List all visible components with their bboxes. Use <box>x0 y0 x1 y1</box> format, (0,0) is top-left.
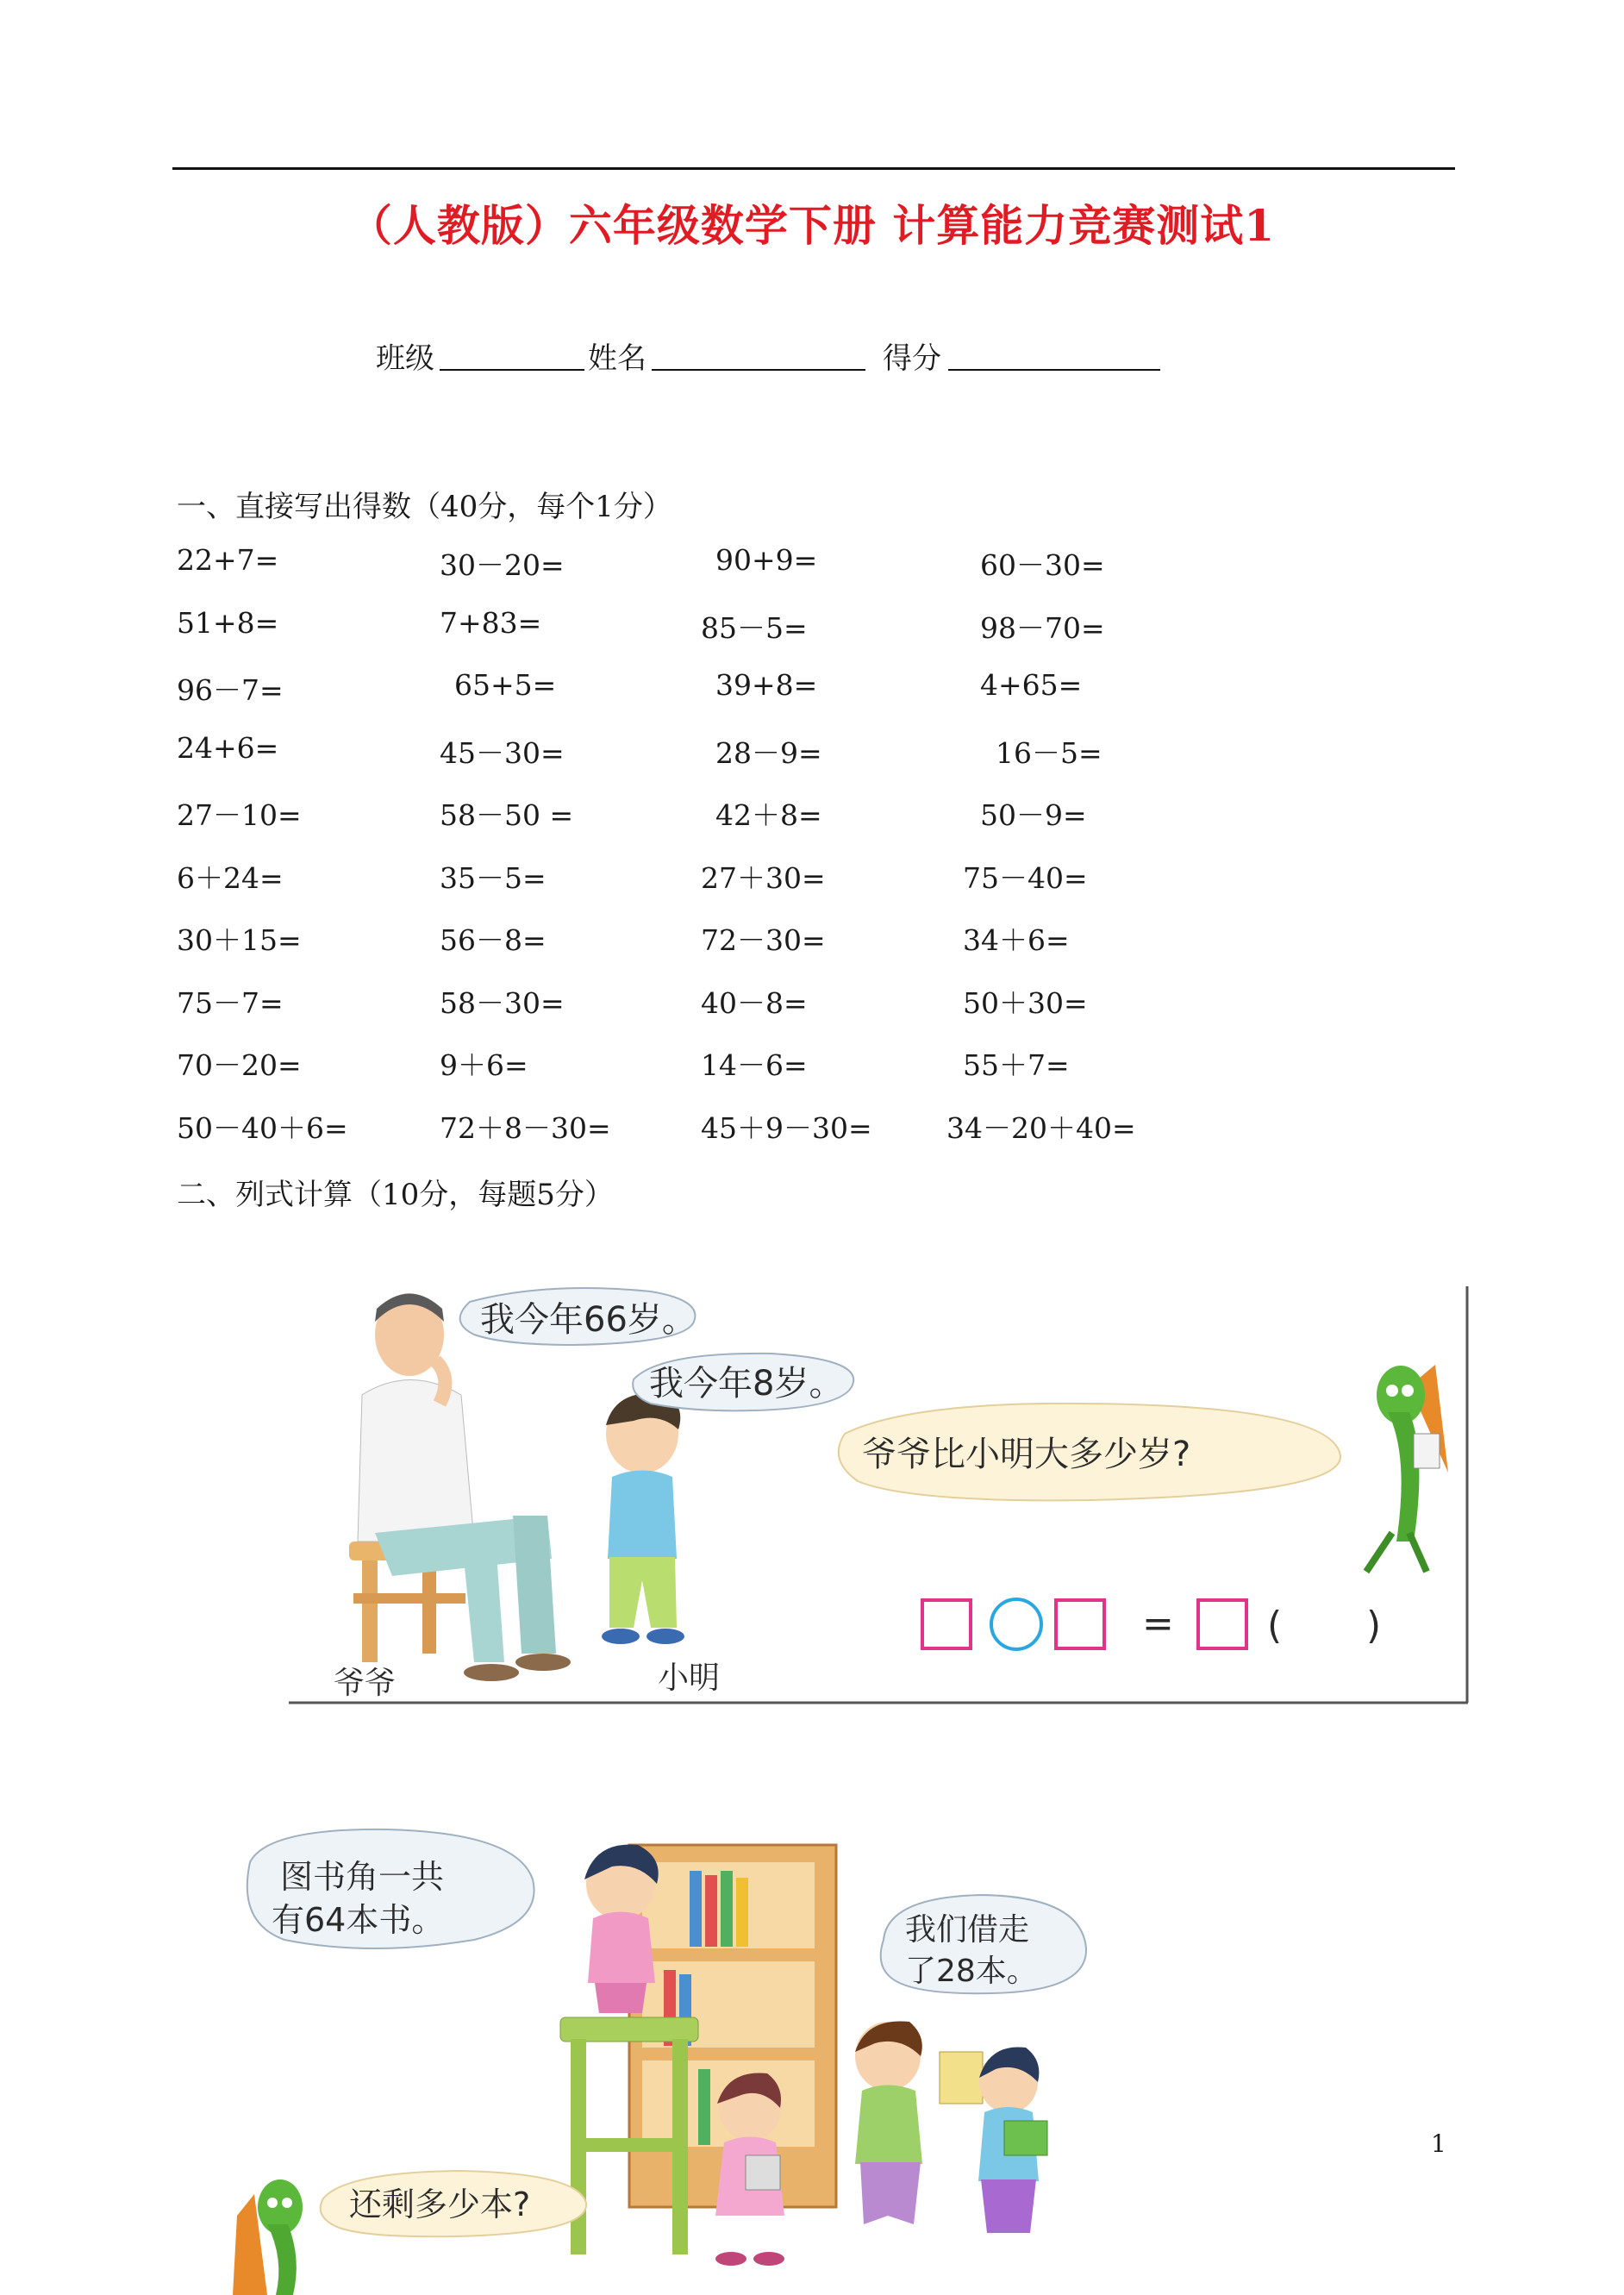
problem-item: 50＋30= <box>963 985 1088 1020</box>
problem-row <box>177 1106 1263 1169</box>
problem-item: 30－20= <box>440 548 565 582</box>
small-girl-illustration <box>715 2073 784 2266</box>
problem-item: 85－5= <box>701 610 808 645</box>
problem-row <box>177 918 1263 981</box>
score-label: 得分 <box>883 341 941 376</box>
grandpa-bubble-text: 我今年66岁。 <box>480 1300 696 1340</box>
problem-item: 50－40＋6= <box>177 1110 348 1145</box>
page-number: 1 <box>1431 2129 1446 2158</box>
problem-row <box>177 856 1263 919</box>
problem-item: 35－5= <box>440 860 547 895</box>
problem-item: 75－7= <box>177 985 284 1020</box>
problem-item: 4+65= <box>980 668 1083 702</box>
problem-item: 7+83= <box>440 605 542 640</box>
problem-row <box>177 543 1263 606</box>
problem-item: 22+7= <box>177 543 279 577</box>
problem-item: 45－30= <box>440 735 565 770</box>
problem-item: 72－30= <box>701 923 826 957</box>
problem-item: 50－9= <box>980 798 1087 832</box>
problem-item: 28－9= <box>715 735 822 770</box>
problem-item: 27＋30= <box>701 860 826 895</box>
problem-item: 14－6= <box>701 1048 808 1082</box>
grandpa-label: 爷爷 <box>334 1666 397 1701</box>
problem-row <box>177 981 1263 1044</box>
problem-item: 34＋6= <box>963 923 1070 957</box>
page-title: （人教版）六年级数学下册 计算能力竞赛测试1 <box>348 200 1276 251</box>
problem-item: 58－30= <box>440 985 565 1020</box>
green-bean-mascot-illustration <box>1366 1365 1448 1572</box>
problem-item: 16－5= <box>996 735 1102 770</box>
problem-row <box>177 1043 1263 1106</box>
unit-paren-close: ) <box>1366 1604 1382 1648</box>
problem-item: 56－8= <box>440 923 547 957</box>
problem-item: 24+6= <box>177 730 279 765</box>
boy-with-book-illustration <box>855 2021 983 2224</box>
answer-box[interactable] <box>1198 1600 1246 1648</box>
problem-row <box>177 731 1263 794</box>
girl-bubble-line1: 图书角一共 <box>280 1858 445 1896</box>
class-label: 班级 <box>376 341 434 376</box>
problem-item: 65+5= <box>454 668 557 702</box>
problem-row <box>177 668 1263 731</box>
problem-row <box>177 793 1263 856</box>
grandpa-illustration <box>358 1293 571 1681</box>
unit-paren-open: ( <box>1267 1604 1283 1648</box>
equation-template <box>922 1599 1381 1649</box>
problem-item: 58－50 = <box>440 798 574 832</box>
boy-bubble-text: 我今年8岁。 <box>649 1364 844 1404</box>
boy-speech-bubble <box>633 1354 853 1410</box>
problem1-illustration <box>289 1283 1470 1705</box>
problem-item: 42＋8= <box>715 798 822 832</box>
boy-xiaoming-illustration <box>602 1393 684 1644</box>
problem-item: 60－30= <box>980 548 1105 582</box>
girl-bubble-line2: 有64本书。 <box>272 1901 445 1939</box>
problem-item: 34－20＋40= <box>946 1110 1136 1145</box>
kids-bubble-line1: 我们借走 <box>905 1912 1030 1948</box>
kids-bubble-line2: 了28本。 <box>905 1954 1038 1989</box>
grandpa-speech-bubble <box>460 1288 696 1345</box>
equals-sign: = <box>1142 1602 1174 1646</box>
boy-label: 小明 <box>658 1660 721 1696</box>
green-bean-mascot-illustration <box>233 2179 303 2295</box>
problem-item: 55＋7= <box>963 1048 1070 1082</box>
kids-speech-bubble <box>881 1895 1086 1993</box>
problem-item: 40－8= <box>701 985 808 1020</box>
name-label: 姓名 <box>588 341 646 376</box>
remaining-question-bubble <box>321 2171 586 2236</box>
problem-item: 90+9= <box>715 543 818 577</box>
problem-item: 96－7= <box>177 673 284 707</box>
problem-item: 75－40= <box>963 860 1088 895</box>
name-blank[interactable] <box>652 338 865 371</box>
operator-circle[interactable] <box>991 1599 1041 1649</box>
arithmetic-grid <box>177 543 1263 1168</box>
problem-row <box>177 606 1263 669</box>
girl-speech-bubble <box>247 1829 534 1948</box>
problem-item: 98－70= <box>980 610 1105 645</box>
problem-item: 70－20= <box>177 1048 302 1082</box>
problem-item: 9＋6= <box>440 1048 528 1082</box>
answer-box[interactable] <box>922 1600 971 1648</box>
girl-with-books-illustration <box>978 2047 1047 2233</box>
problem-item: 39+8= <box>715 668 818 702</box>
answer-box[interactable] <box>1056 1600 1104 1648</box>
problem-item: 27－10= <box>177 798 302 832</box>
problem-item: 72＋8－30= <box>440 1110 611 1145</box>
question-speech-bubble <box>839 1404 1340 1500</box>
section1-heading: 一、直接写出得数（40分，每个1分） <box>177 490 672 524</box>
remaining-question-text: 还剩多少本? <box>349 2186 531 2223</box>
class-blank[interactable] <box>440 338 584 371</box>
problem2-illustration <box>233 1810 1396 2295</box>
header-rule <box>172 167 1455 170</box>
problem-item: 30＋15= <box>177 923 302 957</box>
problem-item: 6＋24= <box>177 860 284 895</box>
section2-heading: 二、列式计算（10分，每题5分） <box>177 1178 614 1212</box>
problem-item: 45＋9－30= <box>701 1110 872 1145</box>
score-blank[interactable] <box>948 338 1160 371</box>
question-bubble-text: 爷爷比小明大多少岁? <box>862 1435 1191 1474</box>
problem-item: 51+8= <box>177 605 279 640</box>
